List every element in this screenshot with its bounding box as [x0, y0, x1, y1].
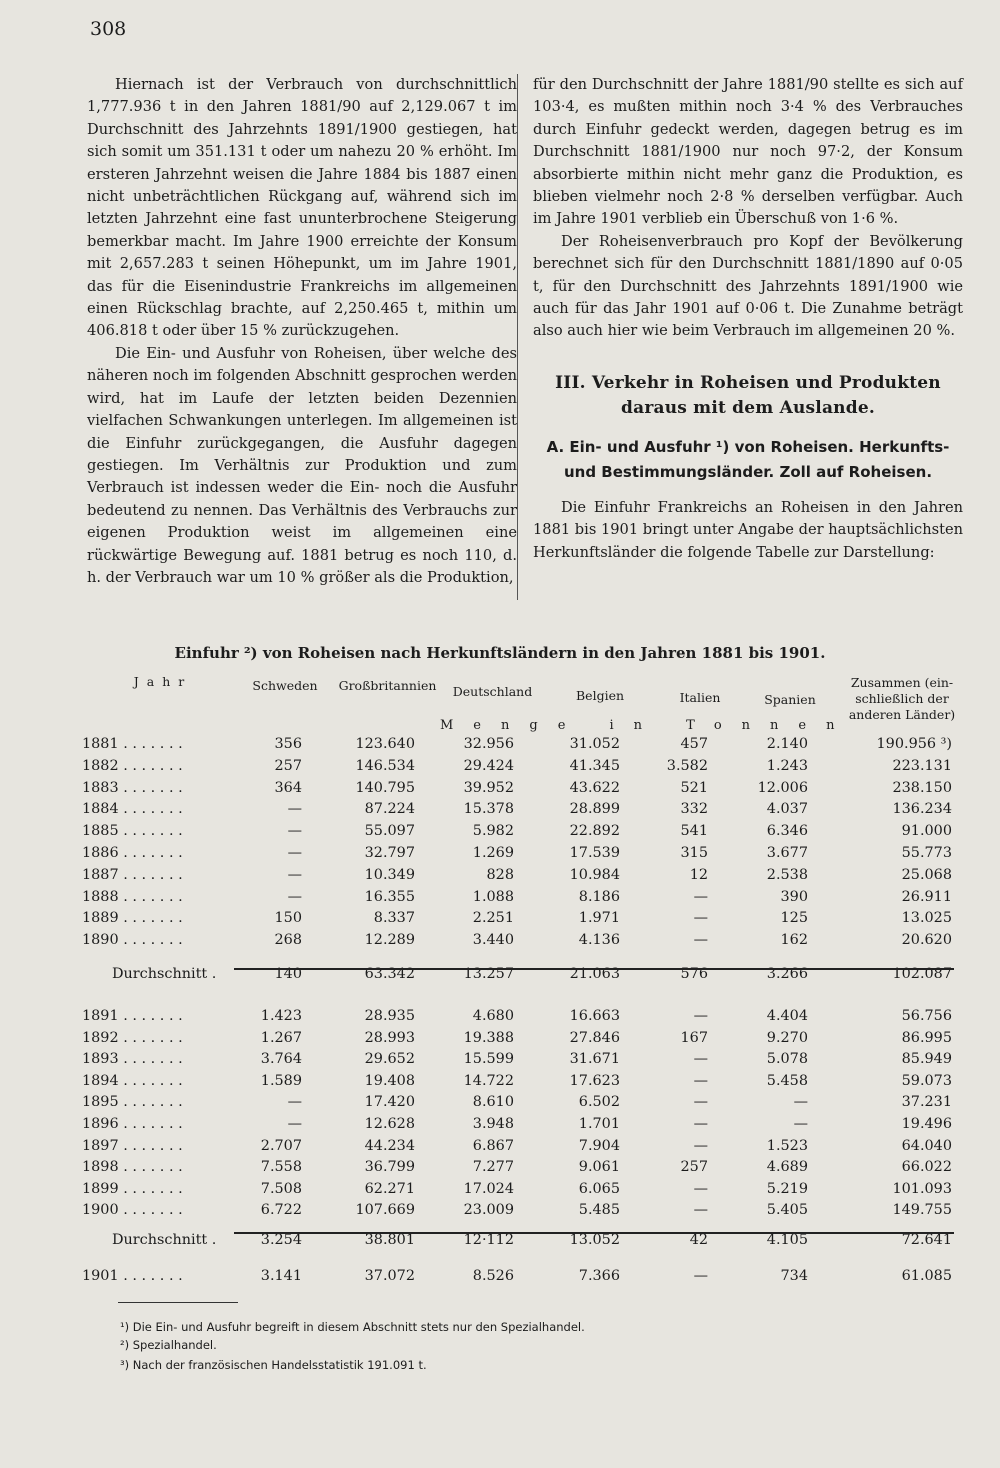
cell-grossbritannien: 17.420: [364, 1094, 415, 1111]
cell-italien: —: [693, 1116, 708, 1132]
subsection-heading-line-2: und Bestimmungsländer. Zoll auf Roheisen.: [563, 462, 933, 481]
left-paragraph-1: Hiernach ist der Verbrauch von durchschnittlich 1,777.936 t in den Jahren 1881/90 auf 2,129.067 t im Durchschnitt des Jahrzehnts 1891/1900 gestiegen, hat sich somit um 351.131 t oder um nahezu 20 % erhöht. Im ersteren Jahrzehnt weisen die Jahre 1884 bis 1887 einen nicht unbeträchtlichen Rückgang auf, während sich im letzten Jahrzehnt eine fast ununterbrochene Steigerung bemerkbar macht. Im Jahre 1900 erreichte der Konsum mit 2,657.283 t seinen Höhepunkt, um im Jahre 1901, das für die Eisenindustrie Frankreichs im allgemeinen einen Rückschlag brachte, auf 2,250.465 t, mithin um 406.818 t oder über 15 % zurückzugehen.: [87, 76, 517, 340]
cell-jahr: 1890 . . . . . . .: [82, 932, 183, 949]
cell-spanien: 390: [780, 888, 808, 905]
cell-deutschland: 23.009: [463, 1202, 514, 1219]
cell-zusammen: 223.131: [892, 757, 952, 774]
cell-belgien: 1.971: [578, 910, 620, 927]
cell-grossbritannien: 107.669: [355, 1202, 415, 1219]
cell-belgien: 6.065: [578, 1180, 620, 1197]
cell-schweden: 257: [274, 757, 302, 774]
cell-belgien: 27.846: [569, 1029, 620, 1046]
cell-belgien: 7.904: [578, 1137, 620, 1154]
table-row: [0, 780, 1000, 802]
cell-deutschland: 828: [486, 866, 514, 883]
cell-grossbritannien: 140.795: [355, 779, 415, 796]
right-paragraph-3: Die Einfuhr Frankreichs an Roheisen in den Jahren 1881 bis 1901 bringt unter Angabe der hauptsächlichsten Herkunftsländer die folgende Tabelle zur Darstellung:: [533, 498, 963, 561]
section-heading: [533, 371, 963, 421]
left-paragraph-2: Die Ein- und Ausfuhr von Roheisen, über welche des näheren noch im folgenden Abschnitt gesprochen werden wird, hat im Laufe der letzten beiden Dezennien vielfachen Schwankungen unterlegen. Im allgemeinen ist die Einfuhr zurückgegangen, die Ausfuhr dagegen gestiegen. Im Verhältnis zur Produktion und zum Verbrauch ist indessen weder die Ein- noch die Ausfuhr bedeutend zu nennen. Das Verhältnis des Verbrauchs zur eigenen Produktion weist im allgemeinen eine rückwärtige Bewegung auf. 1881 betrug es noch 110, d. h. der Verbrauch war um 10 % größer als die Produktion,: [87, 344, 517, 586]
cell-zusammen: 25.068: [901, 866, 952, 883]
cell-schweden: 150: [274, 910, 302, 927]
right-column: [533, 74, 963, 564]
cell-spanien: 6.346: [766, 823, 808, 840]
cell-italien: —: [693, 910, 708, 927]
cell-zusammen: 19.496: [901, 1116, 952, 1132]
cell-zusammen: 13.025: [901, 910, 952, 927]
cell-spanien: —: [793, 1116, 808, 1132]
table-row: [0, 1008, 1000, 1030]
cell-schweden: 140: [274, 966, 302, 982]
cell-italien: —: [693, 1180, 708, 1197]
cell-grossbritannien: 12.289: [364, 932, 415, 949]
cell-italien: 42: [689, 1232, 708, 1248]
cell-italien: —: [693, 1072, 708, 1089]
footnote-2: ²) Spezialhandel.: [120, 1338, 217, 1352]
cell-deutschland: 5.982: [472, 823, 514, 840]
cell-grossbritannien: 10.349: [364, 866, 415, 883]
cell-spanien: 3.677: [766, 845, 808, 861]
table-row: [0, 1159, 1000, 1181]
cell-spanien: 125: [780, 910, 808, 927]
cell-zusammen: 102.087: [892, 966, 952, 982]
cell-zusammen: 136.234: [892, 801, 952, 818]
cell-deutschland: 8.526: [472, 1268, 514, 1284]
cell-spanien: 4.037: [766, 801, 808, 818]
header-italien: Italien: [679, 690, 721, 705]
average-rule-1: [234, 968, 954, 970]
cell-spanien: 5.458: [766, 1072, 808, 1089]
column-divider: [517, 74, 518, 600]
cell-deutschland: 3.440: [472, 932, 514, 949]
header-deutschland: Deutschland: [452, 684, 533, 699]
cell-zusammen: 37.231: [901, 1094, 952, 1111]
table-row-average: [0, 1232, 1000, 1254]
cell-deutschland: 2.251: [472, 910, 514, 927]
cell-zusammen: 72.641: [901, 1232, 952, 1248]
cell-deutschland: 6.867: [472, 1137, 514, 1154]
cell-spanien: 734: [780, 1268, 808, 1284]
cell-grossbritannien: 62.271: [364, 1180, 415, 1197]
cell-jahr: 1881 . . . . . . .: [82, 736, 183, 752]
cell-grossbritannien: 28.935: [364, 1008, 415, 1024]
cell-zusammen: 238.150: [892, 779, 952, 796]
cell-schweden: —: [287, 801, 302, 818]
cell-grossbritannien: 55.097: [364, 823, 415, 840]
cell-zusammen: 91.000: [901, 823, 952, 840]
cell-deutschland: 14.722: [463, 1072, 514, 1089]
cell-deutschland: 32.956: [463, 736, 514, 752]
header-jahr: J a h r: [133, 674, 187, 689]
cell-zusammen: 66.022: [901, 1159, 952, 1176]
cell-jahr: 1900 . . . . . . .: [82, 1202, 183, 1219]
cell-italien: 3.582: [666, 757, 708, 774]
subsection-heading: [533, 435, 963, 485]
cell-italien: —: [693, 1094, 708, 1111]
cell-spanien: 3.266: [766, 966, 808, 982]
cell-italien: 167: [680, 1029, 708, 1046]
header-spanien: Spanien: [764, 692, 816, 707]
cell-belgien: 43.622: [569, 779, 620, 796]
cell-spanien: 9.270: [766, 1029, 808, 1046]
cell-grossbritannien: 87.224: [364, 801, 415, 818]
cell-jahr: 1895 . . . . . . .: [82, 1094, 183, 1111]
cell-grossbritannien: 8.337: [373, 910, 415, 927]
cell-italien: 457: [680, 736, 708, 752]
cell-jahr: 1893 . . . . . . .: [82, 1051, 183, 1068]
cell-zusammen: 149.755: [892, 1202, 952, 1219]
cell-grossbritannien: 63.342: [364, 966, 415, 982]
cell-deutschland: 7.277: [472, 1159, 514, 1176]
cell-belgien: 31.052: [569, 736, 620, 752]
cell-belgien: 9.061: [578, 1159, 620, 1176]
cell-grossbritannien: 16.355: [364, 888, 415, 905]
cell-zusammen: 86.995: [901, 1029, 952, 1046]
cell-schweden: 268: [274, 932, 302, 949]
cell-grossbritannien: 123.640: [355, 736, 415, 752]
unit-label: Menge in Tonnen: [440, 718, 855, 733]
cell-jahr: 1899 . . . . . . .: [82, 1180, 183, 1197]
cell-jahr: 1882 . . . . . . .: [82, 757, 183, 774]
table-row: [0, 910, 1000, 932]
cell-italien: —: [693, 932, 708, 949]
table-title: Einfuhr ²) von Roheisen nach Herkunftsländern in den Jahren 1881 bis 1901.: [174, 644, 826, 662]
cell-zusammen: 26.911: [901, 888, 952, 905]
cell-jahr: 1897 . . . . . . .: [82, 1137, 183, 1154]
table-row: [0, 932, 1000, 954]
cell-belgien: 4.136: [578, 932, 620, 949]
cell-belgien: 17.539: [569, 845, 620, 861]
table-row: [0, 1181, 1000, 1203]
left-column: [87, 74, 517, 589]
cell-deutschland: 17.024: [463, 1180, 514, 1197]
cell-jahr: 1896 . . . . . . .: [82, 1116, 183, 1132]
cell-jahr: 1894 . . . . . . .: [82, 1072, 183, 1089]
cell-italien: 257: [680, 1159, 708, 1176]
cell-schweden: 7.508: [260, 1180, 302, 1197]
cell-italien: —: [693, 1268, 708, 1284]
cell-grossbritannien: 28.993: [364, 1029, 415, 1046]
cell-zusammen: 85.949: [901, 1051, 952, 1068]
cell-spanien: 5.219: [766, 1180, 808, 1197]
cell-grossbritannien: 36.799: [364, 1159, 415, 1176]
cell-jahr: 1888 . . . . . . .: [82, 888, 183, 905]
cell-spanien: 12.006: [757, 779, 808, 796]
cell-grossbritannien: 38.801: [364, 1232, 415, 1248]
cell-deutschland: 1.088: [472, 888, 514, 905]
cell-zusammen: 55.773: [901, 845, 952, 861]
cell-deutschland: 39.952: [463, 779, 514, 796]
table-row: [0, 1051, 1000, 1073]
footnote-3: ³) Nach der französischen Handelsstatistik 191.091 t.: [120, 1358, 427, 1372]
cell-spanien: 5.405: [766, 1202, 808, 1219]
cell-zusammen: 101.093: [892, 1180, 952, 1197]
cell-deutschland: 4.680: [472, 1008, 514, 1024]
header-schweden: Schweden: [252, 678, 318, 693]
cell-jahr: 1886 . . . . . . .: [82, 845, 183, 861]
header-belgien: Belgien: [575, 688, 625, 703]
cell-belgien: 13.052: [569, 1232, 620, 1248]
cell-jahr: Durchschnitt .: [112, 1232, 217, 1248]
footnote-rule: [118, 1302, 238, 1303]
cell-schweden: 1.423: [260, 1008, 302, 1024]
header-zusammen: Zusammen (ein- schließlich der anderen Länder): [848, 675, 956, 722]
cell-italien: —: [693, 1137, 708, 1154]
cell-spanien: 1.243: [766, 757, 808, 774]
section-heading-line-2: daraus mit dem Auslande.: [621, 397, 875, 418]
cell-schweden: 6.722: [260, 1202, 302, 1219]
table-row: [0, 1030, 1000, 1052]
cell-jahr: 1891 . . . . . . .: [82, 1008, 183, 1024]
cell-belgien: 10.984: [569, 866, 620, 883]
cell-schweden: 7.558: [260, 1159, 302, 1176]
table-row: [0, 736, 1000, 758]
cell-schweden: 3.141: [260, 1268, 302, 1284]
cell-grossbritannien: 37.072: [364, 1268, 415, 1284]
cell-zusammen: 190.956 ³): [876, 736, 952, 752]
cell-schweden: 3.254: [260, 1232, 302, 1248]
cell-zusammen: 20.620: [901, 932, 952, 949]
header-grossbritannien: Großbritannien: [338, 678, 437, 693]
subsection-heading-line-1: A. Ein- und Ausfuhr ¹) von Roheisen. Herkunfts-: [546, 437, 950, 456]
cell-italien: 332: [680, 801, 708, 818]
cell-spanien: —: [793, 1094, 808, 1111]
cell-zusammen: 59.073: [901, 1072, 952, 1089]
cell-schweden: 2.707: [260, 1137, 302, 1154]
cell-italien: —: [693, 888, 708, 905]
table-row: [0, 1116, 1000, 1138]
cell-deutschland: 29.424: [463, 757, 514, 774]
cell-jahr: 1885 . . . . . . .: [82, 823, 183, 840]
cell-spanien: 5.078: [766, 1051, 808, 1068]
cell-schweden: —: [287, 866, 302, 883]
cell-belgien: 1.701: [578, 1116, 620, 1132]
cell-jahr: 1884 . . . . . . .: [82, 801, 183, 818]
right-paragraph-1: für den Durchschnitt der Jahre 1881/90 stellte es sich auf 103·4, es mußten mithin noch 3·4 % des Verbrauches durch Einfuhr gedeckt werden, dagegen betrug es im Durchschnitt 1881/1900 nur noch 97·2, der Konsum absorbierte mithin nicht mehr ganz die Produktion, es blieben vielmehr noch 2·8 % derselben verfügbar. Auch im Jahre 1901 verblieb ein Überschuß von 1·6 %.: [533, 76, 963, 228]
cell-deutschland: 8.610: [472, 1094, 514, 1111]
cell-belgien: 41.345: [569, 757, 620, 774]
cell-deutschland: 19.388: [463, 1029, 514, 1046]
table-row: [0, 889, 1000, 911]
cell-belgien: 6.502: [578, 1094, 620, 1111]
cell-spanien: 2.538: [766, 866, 808, 883]
cell-deutschland: 15.378: [463, 801, 514, 818]
cell-grossbritannien: 19.408: [364, 1072, 415, 1089]
cell-schweden: 356: [274, 736, 302, 752]
cell-grossbritannien: 44.234: [364, 1137, 415, 1154]
cell-belgien: 8.186: [578, 888, 620, 905]
cell-schweden: 364: [274, 779, 302, 796]
table-row: [0, 845, 1000, 867]
cell-grossbritannien: 29.652: [364, 1051, 415, 1068]
cell-deutschland: 1.269: [472, 845, 514, 861]
cell-jahr: 1892 . . . . . . .: [82, 1029, 183, 1046]
cell-belgien: 5.485: [578, 1202, 620, 1219]
cell-belgien: 31.671: [569, 1051, 620, 1068]
cell-italien: —: [693, 1008, 708, 1024]
cell-spanien: 4.689: [766, 1159, 808, 1176]
table-row: [0, 867, 1000, 889]
cell-belgien: 17.623: [569, 1072, 620, 1089]
cell-belgien: 22.892: [569, 823, 620, 840]
cell-belgien: 28.899: [569, 801, 620, 818]
cell-schweden: —: [287, 823, 302, 840]
table-row: [0, 801, 1000, 823]
table-row: [0, 1138, 1000, 1160]
cell-belgien: 21.063: [569, 966, 620, 982]
cell-spanien: 162: [780, 932, 808, 949]
cell-schweden: 1.589: [260, 1072, 302, 1089]
cell-deutschland: 12·112: [463, 1232, 514, 1248]
cell-italien: 315: [680, 845, 708, 861]
cell-deutschland: 15.599: [463, 1051, 514, 1068]
table-row: [0, 1073, 1000, 1095]
cell-schweden: 3.764: [260, 1051, 302, 1068]
average-rule-2: [234, 1232, 954, 1234]
cell-grossbritannien: 146.534: [355, 757, 415, 774]
cell-italien: —: [693, 1202, 708, 1219]
table-row: [0, 1268, 1000, 1290]
cell-schweden: —: [287, 888, 302, 905]
footnote-1: ¹) Die Ein- und Ausfuhr begreift in diesem Abschnitt stets nur den Spezialhandel.: [120, 1320, 585, 1334]
cell-spanien: 4.105: [766, 1232, 808, 1248]
section-heading-line-1: III. Verkehr in Roheisen und Produkten: [555, 372, 941, 393]
cell-spanien: 1.523: [766, 1137, 808, 1154]
cell-spanien: 4.404: [766, 1008, 808, 1024]
cell-italien: —: [693, 1051, 708, 1068]
cell-jahr: 1883 . . . . . . .: [82, 779, 183, 796]
cell-italien: 541: [680, 823, 708, 840]
cell-deutschland: 3.948: [472, 1116, 514, 1132]
cell-italien: 12: [689, 866, 708, 883]
cell-deutschland: 13.257: [463, 966, 514, 982]
cell-italien: 576: [680, 966, 708, 982]
cell-italien: 521: [680, 779, 708, 796]
cell-schweden: 1.267: [260, 1029, 302, 1046]
cell-jahr: 1889 . . . . . . .: [82, 910, 183, 927]
cell-belgien: 7.366: [578, 1268, 620, 1284]
cell-jahr: 1901 . . . . . . .: [82, 1268, 183, 1284]
table-row: [0, 1202, 1000, 1224]
cell-grossbritannien: 32.797: [364, 845, 415, 861]
cell-spanien: 2.140: [766, 736, 808, 752]
cell-schweden: —: [287, 1116, 302, 1132]
cell-jahr: 1898 . . . . . . .: [82, 1159, 183, 1176]
cell-jahr: Durchschnitt .: [112, 966, 217, 982]
cell-jahr: 1887 . . . . . . .: [82, 866, 183, 883]
table-row: [0, 758, 1000, 780]
cell-zusammen: 64.040: [901, 1137, 952, 1154]
cell-grossbritannien: 12.628: [364, 1116, 415, 1132]
cell-belgien: 16.663: [569, 1008, 620, 1024]
cell-zusammen: 56.756: [901, 1008, 952, 1024]
table-row: [0, 823, 1000, 845]
right-paragraph-2: Der Roheisenverbrauch pro Kopf der Bevölkerung berechnet sich für den Durchschnitt 1881/1890 auf 0·05 t, für den Durchschnitt des Jahrzehnts 1891/1900 wie auch für das Jahr 1901 auf 0·06 t. Die Zunahme beträgt also auch hier wie beim Verbrauch im allgemeinen 20 %.: [533, 232, 963, 340]
cell-schweden: —: [287, 1094, 302, 1111]
page-number: 308: [90, 18, 127, 40]
cell-zusammen: 61.085: [901, 1268, 952, 1284]
cell-schweden: —: [287, 845, 302, 861]
table-row: [0, 1094, 1000, 1116]
